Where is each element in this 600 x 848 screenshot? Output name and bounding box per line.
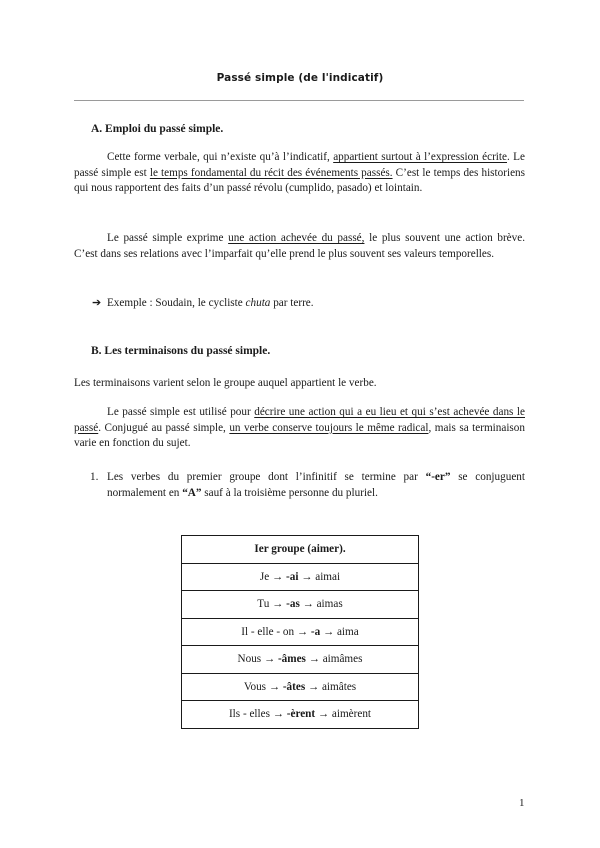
conjugation-table — [181, 535, 419, 729]
arrow-icon: → — [317, 708, 330, 721]
underline-decrire-action: décrire une action qui a eu lieu et qui s’est achevée dans le passé — [74, 406, 525, 434]
table-row: Tu → -as → aimas — [182, 591, 419, 619]
underline-temps-fondamental: le temps fondamental du récit des événements passés. — [149, 166, 393, 179]
section-b-heading: B. Les terminaisons du passé simple. — [91, 345, 271, 357]
page-number: 1 — [519, 797, 525, 809]
arrow-icon: → — [307, 680, 320, 693]
section-a-paragraph-2: Le passé simple exprime une action achevée du passé, le plus souvent une action brève. C’est dans ses relations avec l’imparfait qu’elle prend le plus souvent ses valeurs temporelles. — [74, 232, 525, 260]
underline-ecrite: appartient surtout à l’expression écrite — [333, 151, 507, 163]
example-line: ➔ Exemple : Soudain, le cycliste chuta par terre. — [92, 297, 314, 309]
arrow-icon: → — [272, 598, 284, 611]
arrow-icon: → — [272, 708, 284, 721]
section-b-intro: Les terminaisons varient selon le groupe auquel appartient le verbe. — [74, 377, 377, 389]
arrow-bullet-icon: ➔ — [92, 297, 102, 309]
arrow-icon: → — [272, 570, 284, 583]
table-row: Il - elle - on → -a → aima — [182, 618, 419, 646]
section-a-heading: A. Emploi du passé simple. — [91, 123, 224, 135]
table-row: Je → -ai → aimai — [182, 563, 419, 591]
section-a-paragraph-1: Cette forme verbale, qui n’existe qu’à l’indicatif, appartient surtout à l’expression écrite. Le passé simple est le temps fondamental du récit des événements passés. C’est le temps des historiens qui nous rapportent des faits d’un passé révolu (cumplido, pasado) et lointain. — [74, 151, 525, 195]
arrow-icon: → — [263, 653, 276, 666]
arrow-icon: → — [308, 653, 320, 666]
arrow-icon: → — [268, 680, 281, 693]
section-b-paragraph-1: Le passé simple est utilisé pour décrire une action qui a eu lieu et qui s’est achevée dans le passé. Conjugué au passé simple, un verbe conserve toujours le même radical, mais sa terminaison varie en fonction du sujet. — [74, 406, 525, 450]
title-divider — [74, 100, 524, 101]
table-row: Vous → -âtes → aimâtes — [182, 673, 419, 701]
table-header-row — [182, 536, 419, 564]
arrow-icon: → — [301, 570, 313, 583]
list-item-number: 1. — [90, 471, 99, 483]
arrow-icon: → — [302, 598, 314, 611]
underline-action-achevee: une action achevée du passé, — [228, 232, 365, 244]
page-title: Passé simple (de l'indicatif) — [216, 72, 384, 84]
table-header: Ier groupe (aimer). — [182, 536, 419, 564]
arrow-icon: → — [296, 625, 309, 638]
arrow-icon: → — [322, 625, 335, 638]
table-row: Nous → -âmes → aimâmes — [182, 646, 419, 674]
list-item: Les verbes du premier groupe dont l’infinitif se termine par “-er” se conjuguent normalement en “A” sauf à la troisième personne du pluriel. — [107, 471, 525, 499]
table-row: Ils - elles → -èrent → aimèrent — [182, 701, 419, 729]
underline-meme-radical: un verbe conserve toujours le même radical — [229, 421, 429, 434]
